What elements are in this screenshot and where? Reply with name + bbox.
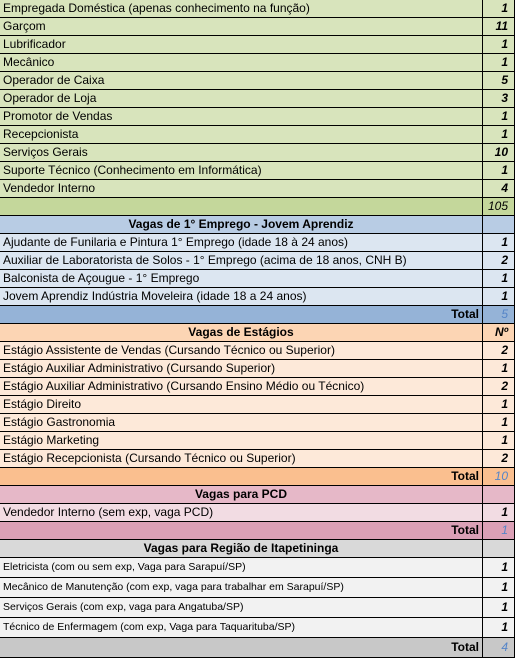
job-count: 11 [483,18,515,35]
table-row[interactable] [0,288,515,306]
table-row[interactable] [0,378,515,396]
total-label: Total [0,306,483,323]
section-title: Vagas de Estágios [0,324,483,341]
section-estagios [0,324,515,486]
job-count: 1 [483,598,515,617]
job-count: 1 [483,618,515,637]
job-count: 5 [483,72,515,89]
job-title: Ajudante de Funilaria e Pintura 1° Emprego (idade 18 à 24 anos) [0,234,483,251]
job-title: Estágio Gastronomia [0,414,483,431]
total-row[interactable] [0,638,515,658]
job-count: 1 [483,234,515,251]
total-label: Total [0,638,483,657]
total-row[interactable] [0,198,515,216]
table-row[interactable] [0,414,515,432]
table-row[interactable] [0,396,515,414]
section-header [0,324,515,342]
total-value: 105 [483,198,515,215]
total-row[interactable] [0,522,515,540]
table-row[interactable] [0,126,515,144]
job-title: Vendedor Interno (sem exp, vaga PCD) [0,504,483,521]
job-title: Estágio Recepcionista (Cursando Técnico ou Superior) [0,450,483,467]
table-row[interactable] [0,162,515,180]
job-count: 1 [483,414,515,431]
job-count: 1 [483,578,515,597]
table-row[interactable] [0,342,515,360]
section-header [0,216,515,234]
job-count: 1 [483,126,515,143]
job-count: 10 [483,144,515,161]
job-count: 1 [483,108,515,125]
table-row[interactable] [0,618,515,638]
job-title: Mecânico [0,54,483,71]
total-label: Total [0,522,483,539]
table-row[interactable] [0,144,515,162]
table-row[interactable] [0,18,515,36]
job-title: Serviços Gerais [0,144,483,161]
section-general-jobs [0,0,515,216]
table-row[interactable] [0,234,515,252]
section-title: Vagas para PCD [0,486,483,503]
job-title: Auxiliar de Laboratorista de Solos - 1° Emprego (acima de 18 anos, CNH B) [0,252,483,269]
section-primeiro-emprego [0,216,515,324]
table-row[interactable] [0,108,515,126]
job-count: 4 [483,180,515,197]
job-title: Operador de Loja [0,90,483,107]
column-header [483,216,515,233]
job-title: Garçom [0,18,483,35]
table-row[interactable] [0,504,515,522]
job-count: 1 [483,432,515,449]
job-title: Serviços Gerais (com exp, vaga para Angatuba/SP) [0,598,483,617]
job-title: Estágio Auxiliar Administrativo (Cursando Ensino Médio ou Técnico) [0,378,483,395]
table-row[interactable] [0,36,515,54]
job-count: 1 [483,558,515,577]
table-row[interactable] [0,360,515,378]
job-count: 1 [483,396,515,413]
section-header [0,540,515,558]
job-title: Estágio Direito [0,396,483,413]
table-row[interactable] [0,252,515,270]
job-title: Lubrificador [0,36,483,53]
job-title: Suporte Técnico (Conhecimento em Informática) [0,162,483,179]
total-value: 1 [483,522,515,539]
job-title: Estágio Assistente de Vendas (Cursando Técnico ou Superior) [0,342,483,359]
job-title: Mecânico de Manutenção (com exp, vaga para trabalhar em Sarapuí/SP) [0,578,483,597]
job-title: Eletricista (com ou sem exp, Vaga para Sarapuí/SP) [0,558,483,577]
section-title: Vagas de 1° Emprego - Jovem Aprendiz [0,216,483,233]
job-count: 1 [483,288,515,305]
section-title: Vagas para Região de Itapetininga [0,540,483,557]
job-count: 2 [483,378,515,395]
total-value: 4 [483,638,515,657]
table-row[interactable] [0,90,515,108]
table-row[interactable] [0,558,515,578]
column-header: Nº [483,324,515,341]
job-title: Balconista de Açougue - 1° Emprego [0,270,483,287]
job-title: Estágio Auxiliar Administrativo (Cursando Superior) [0,360,483,377]
section-header [0,486,515,504]
total-value: 5 [483,306,515,323]
job-count: 1 [483,0,515,17]
job-title: Promotor de Vendas [0,108,483,125]
section-pcd [0,486,515,540]
table-row[interactable] [0,578,515,598]
job-count: 2 [483,450,515,467]
job-count: 1 [483,162,515,179]
job-count: 2 [483,342,515,359]
job-count: 1 [483,36,515,53]
table-row[interactable] [0,432,515,450]
job-title: Operador de Caixa [0,72,483,89]
job-count: 1 [483,54,515,71]
table-row[interactable] [0,54,515,72]
job-title: Vendedor Interno [0,180,483,197]
job-count: 3 [483,90,515,107]
total-value: 10 [483,468,515,485]
column-header [483,540,515,557]
total-row[interactable] [0,306,515,324]
job-title: Recepcionista [0,126,483,143]
table-row[interactable] [0,72,515,90]
total-label: Total [0,468,483,485]
job-title: Jovem Aprendiz Indústria Moveleira (idade 18 a 24 anos) [0,288,483,305]
job-count: 1 [483,360,515,377]
table-row[interactable] [0,598,515,618]
section-itapetininga [0,540,515,658]
job-title: Técnico de Enfermagem (com exp, Vaga para Taquarituba/SP) [0,618,483,637]
table-row[interactable] [0,270,515,288]
job-count: 1 [483,270,515,287]
column-header [483,486,515,503]
table-row[interactable] [0,180,515,198]
job-title: Estágio Marketing [0,432,483,449]
table-row[interactable] [0,0,515,18]
table-row[interactable] [0,450,515,468]
total-label [0,198,483,215]
job-count: 1 [483,504,515,521]
job-title: Empregada Doméstica (apenas conhecimento na função) [0,0,483,17]
job-count: 2 [483,252,515,269]
total-row[interactable] [0,468,515,486]
